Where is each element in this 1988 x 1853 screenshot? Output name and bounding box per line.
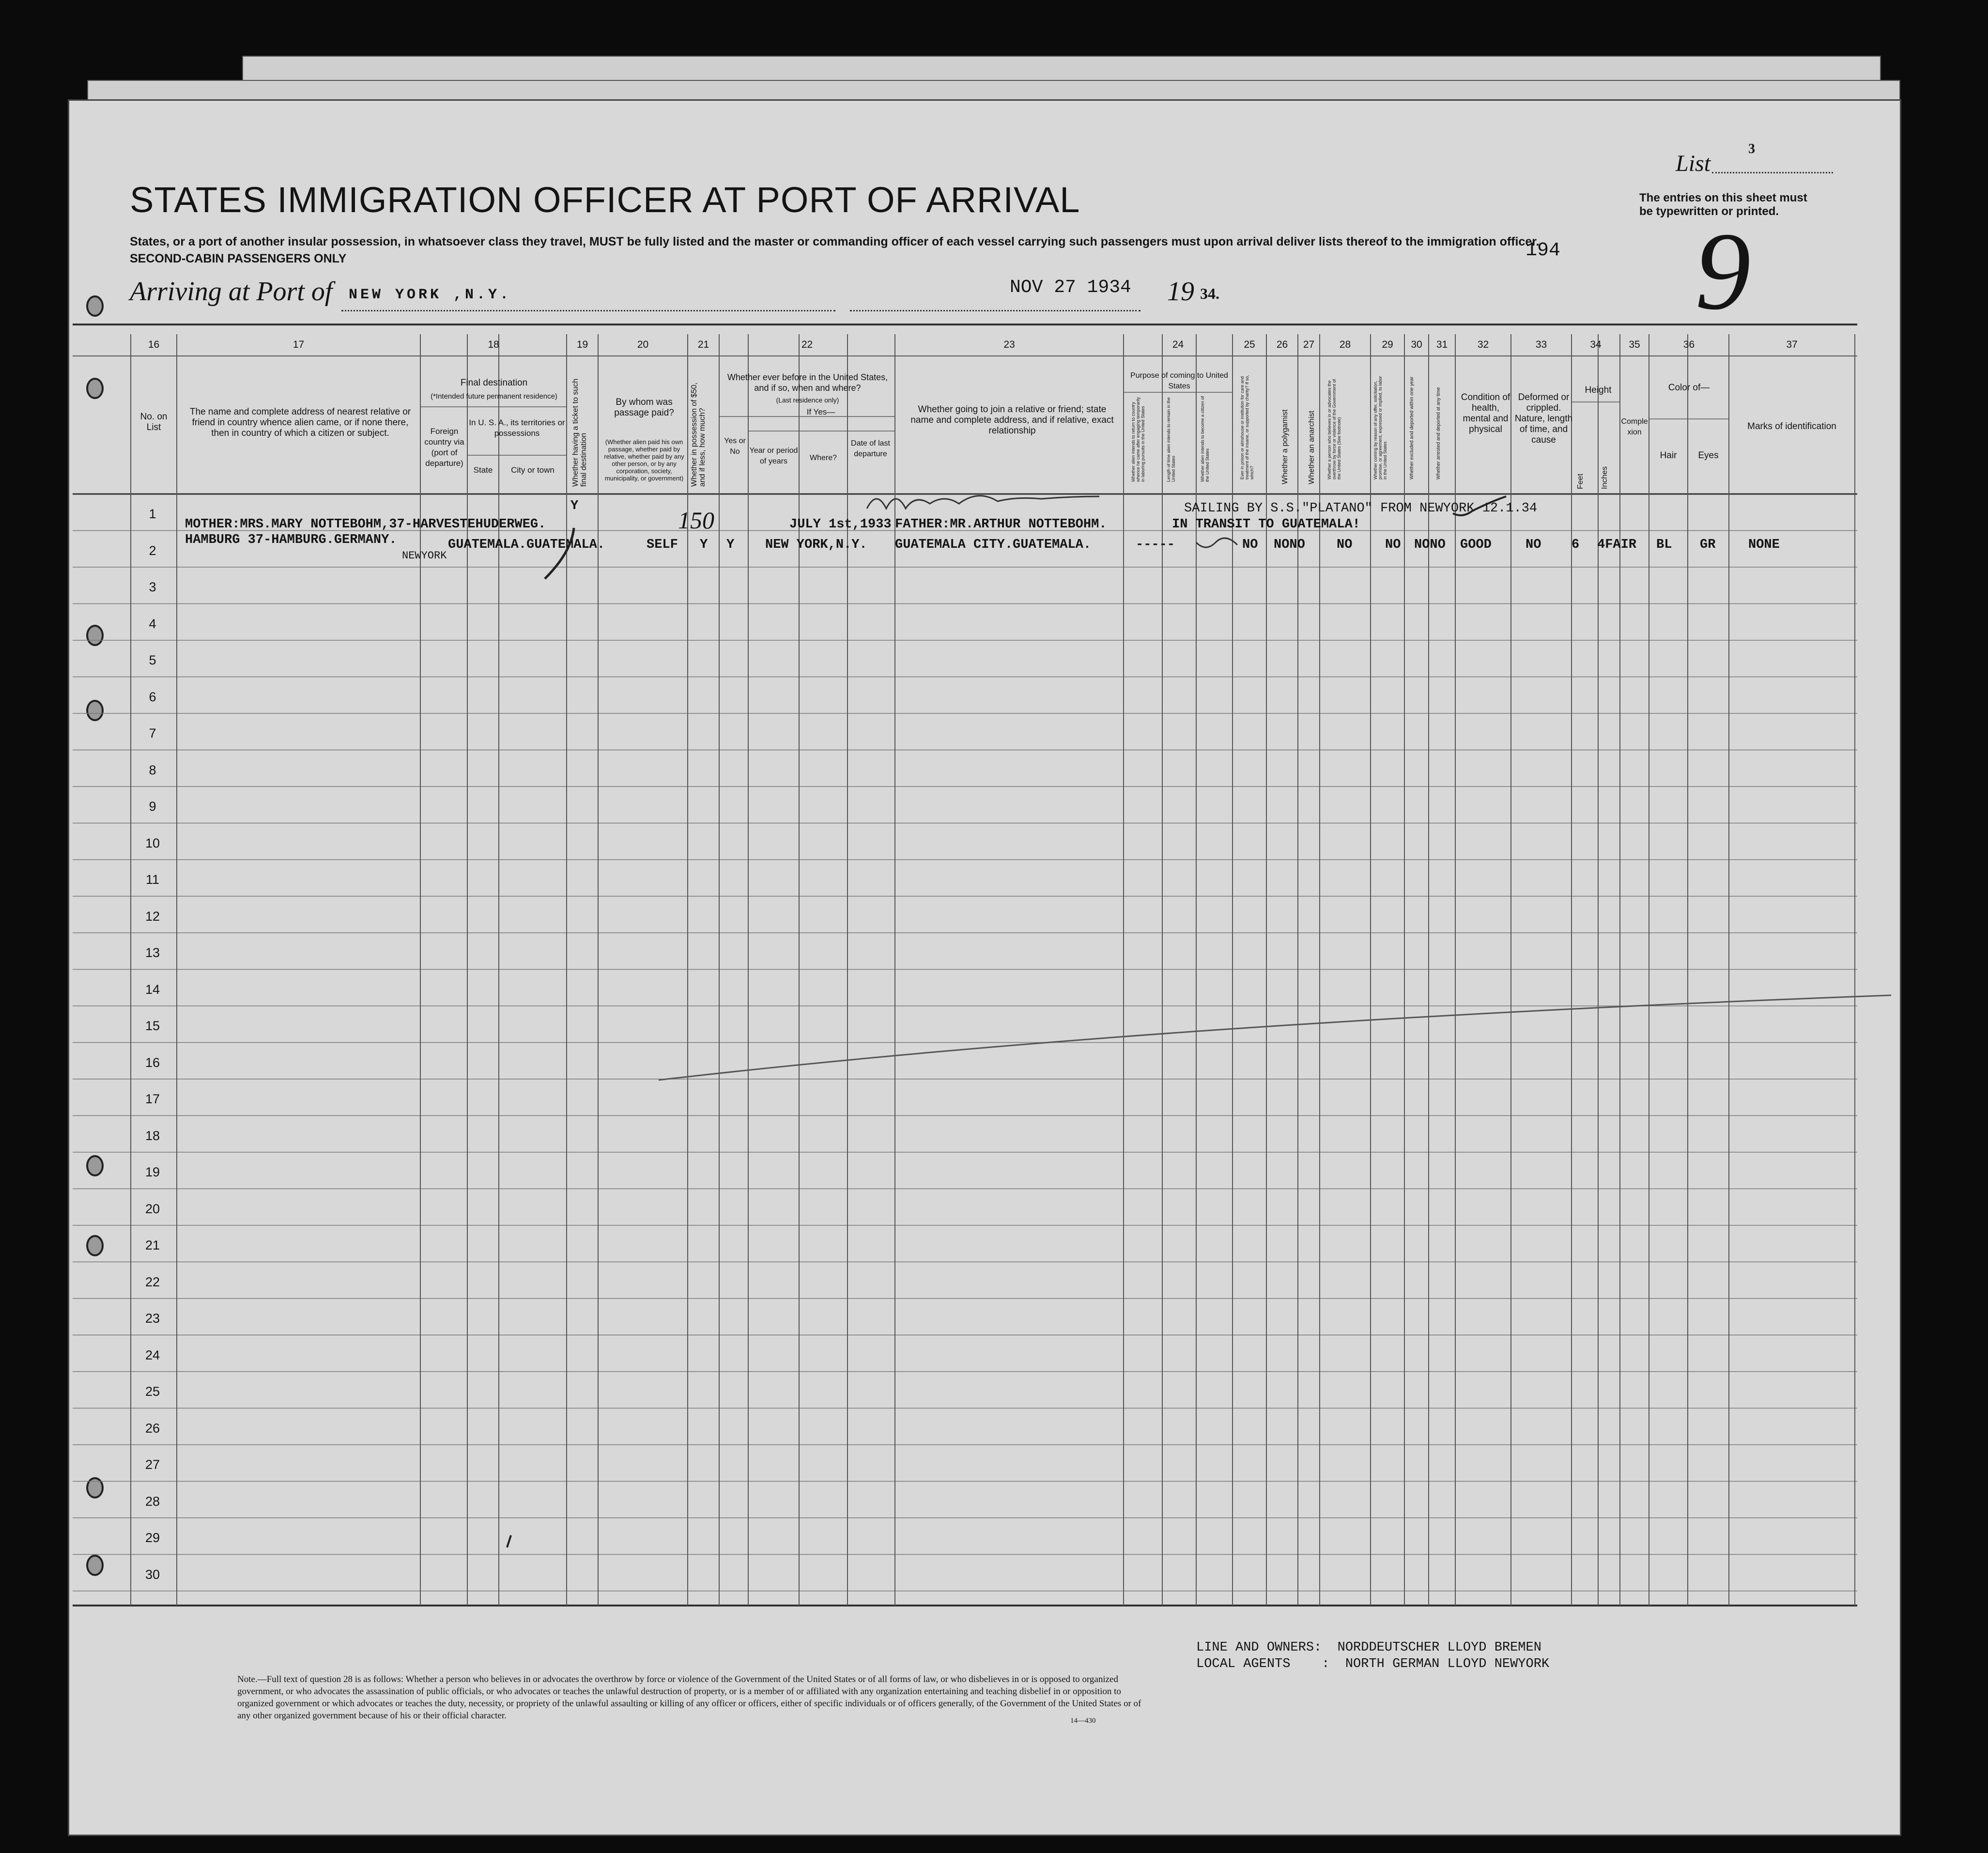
row-number: 9 — [149, 799, 156, 814]
row-number: 17 — [145, 1092, 160, 1107]
header-c37: Marks of identification — [1747, 421, 1836, 432]
money-amount: 150 — [678, 507, 714, 534]
list-label: List — [1676, 151, 1711, 176]
checkmark-right — [1453, 496, 1506, 515]
join-relative-line1: FATHER:MR.ARTHUR NOTTEBOHM. — [895, 517, 1107, 532]
header-c16: No. on List — [140, 412, 168, 432]
header-c36-hair: Hair — [1660, 450, 1677, 461]
c24-value: ----- — [1136, 538, 1175, 552]
row-number: 10 — [145, 835, 160, 850]
row-number: 21 — [145, 1238, 160, 1253]
header-c21: Whether in possession of $50, and if less, how much? — [690, 382, 707, 487]
c26-27-values: NONO — [1274, 538, 1305, 552]
row-number: 18 — [145, 1128, 160, 1143]
header-c22-yesno: Yes or No — [724, 437, 746, 456]
header-c33: Deformed or crippled. Nature, length of time, and cause — [1514, 392, 1573, 445]
header-c18: Final destination — [460, 378, 528, 388]
header-c24-c: Whether alien intends to become a citizen of the United States — [1200, 396, 1210, 482]
mid-page-stroke — [659, 995, 1891, 1080]
row-number: 25 — [145, 1384, 160, 1399]
header-c22-ifyes: If Yes— — [806, 407, 835, 417]
port-value: NEW YORK ,N.Y. — [349, 287, 512, 303]
header-c23: Whether going to join a relative or friend; state name and complete address, and if relative, exact relationship — [910, 404, 1114, 436]
column-number: 16 — [148, 339, 160, 350]
header-c27: Whether an anarchist — [1308, 410, 1316, 484]
header-c22-where: Where? — [809, 454, 837, 462]
column-number: 29 — [1382, 339, 1393, 350]
year-prefix: 19 — [1167, 277, 1194, 307]
row-number: 5 — [149, 653, 156, 668]
column-number: 19 — [576, 339, 588, 350]
row-number: 2 — [149, 543, 156, 558]
column-number: 22 — [801, 339, 813, 350]
row-number: 30 — [145, 1567, 160, 1582]
column-number: 35 — [1629, 339, 1640, 350]
header-c18-sub: (*Intended future permanent residence) — [431, 392, 557, 401]
column-number: 24 — [1172, 339, 1184, 350]
column-number: 33 — [1535, 339, 1547, 350]
header-c34-inches: Inches — [1601, 466, 1609, 489]
column-number: 32 — [1477, 339, 1489, 350]
header-c34-feet: Feet — [1576, 473, 1585, 489]
row-number: 8 — [149, 762, 156, 777]
form-title: STATES IMMIGRATION OFFICER AT PORT OF ARRIVAL — [130, 180, 1080, 220]
column-number: 30 — [1411, 339, 1422, 350]
sailing-note: SAILING BY S.S."PLATANO" FROM NEWYORK 12.1.34 — [1184, 501, 1538, 516]
join-relative-line2: GUATEMALA CITY.GUATEMALA. — [895, 538, 1092, 552]
line-and-owners: LINE AND OWNERS: NORDDEUTSCHER LLOYD BREMEN — [1196, 1640, 1541, 1655]
header-c24-a: Whether alien intends to return to country whence he came after engaging temporarily in laboring pursuits in the United States — [1131, 397, 1145, 482]
form-number: 14—430 — [1070, 1717, 1096, 1725]
height-feet: 6 — [1572, 538, 1580, 552]
row-number: 26 — [145, 1421, 160, 1436]
header-c18-state: State — [473, 465, 493, 475]
header-c35: Complexion — [1621, 417, 1648, 436]
entries-note: The entries on this sheet must be typewritten or printed. — [1639, 191, 1807, 218]
column-number: 36 — [1683, 339, 1695, 350]
list-number: 3 — [1748, 141, 1755, 156]
header-c22-sub: (Last residence only) — [776, 396, 839, 404]
row-number: 29 — [145, 1530, 160, 1545]
header-c26: Whether a polygamist — [1281, 409, 1289, 484]
column-number: 28 — [1339, 339, 1351, 350]
header-c17: The name and complete address of nearest relative or friend in country whence alien came, or if none there, then in country of which a citizen or subject. — [189, 407, 411, 438]
header-c18-foreign: Foreign country via (port of departure) — [424, 427, 464, 468]
handwritten-sheet-number: 9 — [1695, 209, 1751, 333]
column-number: 37 — [1786, 339, 1798, 350]
previous-where: NEW YORK,N.Y. — [765, 538, 867, 552]
row-number: 13 — [145, 945, 160, 960]
column-number: 21 — [697, 339, 709, 350]
header-c22-year: Year or period of years — [749, 447, 798, 465]
previous-year: JULY 1st,1933 — [789, 517, 892, 532]
height-inches-complexion: 4FAIR — [1597, 538, 1637, 552]
year-stamp: 194 — [1526, 240, 1561, 262]
row-number: 12 — [145, 909, 160, 924]
arrival-date: NOV 27 1934 — [1010, 277, 1131, 298]
column-number: 25 — [1244, 339, 1255, 350]
header-c34: Height — [1585, 385, 1612, 395]
header-c29: Whether coming by reason of any offer, solicitation, promise, or agreement, expressed or implied, to labor in the United States — [1373, 376, 1387, 479]
form-intro: States, or a port of another insular possession, in whatsoever class they travel, MUST be fully listed and the master or commanding officer of each vessel carrying such passengers must upon arrival deliver lists thereof to the immigration officer. — [130, 235, 1540, 248]
deformed: NO — [1526, 538, 1541, 552]
column-number: 23 — [1003, 339, 1015, 350]
row-number: 24 — [145, 1347, 160, 1362]
column-number: 31 — [1436, 339, 1448, 350]
header-c36-eyes: Eyes — [1698, 450, 1719, 461]
header-c30: Whether excluded and deported within one year — [1409, 376, 1415, 479]
purpose-in-transit: IN TRANSIT TO GUATEMALA! — [1172, 517, 1360, 532]
small-stroke — [507, 1535, 511, 1547]
header-c20: By whom was passage paid? — [614, 397, 674, 418]
destination: GUATEMALA.GUATEMALA. — [448, 538, 605, 552]
c30-31-values: NONO — [1414, 538, 1446, 552]
arriving-label: Arriving at Port of — [130, 277, 333, 307]
row-number: 7 — [149, 726, 156, 741]
row-number: 4 — [149, 616, 156, 631]
row-number: 6 — [149, 689, 156, 704]
cabin-class: SECOND-CABIN PASSENGERS ONLY — [130, 252, 347, 265]
header-c18-usa: In U. S. A., its territories or possessions — [469, 418, 565, 438]
passage-paid-by: SELF — [647, 538, 678, 552]
header-c22: Whether ever before in the United States, and if so, when and where? — [727, 372, 888, 393]
footnote-question-28: Note.—Full text of question 28 is as follows: Whether a person who believes in or advocates the overthrow by force or violence of the Government of the United States or of all forms of law, or who disbelieves in or is opposed to organized government, or who advocates the assassination of public officials, or who advocates or teaches the unlawful destruction of property, or is a member of or affiliated with any organization entertaining and teaching disbelief in or opposition to organized government or which advocates or teaches the duty, necessity, or propriety of the unlawful assaulting or killing of any officer or officers, either of specific individuals or of officers generally, of the Government of the United States or of any other organized government because of his or their official character. — [237, 1674, 1141, 1721]
purpose-stroke — [1196, 538, 1237, 547]
row-number: 27 — [145, 1457, 160, 1472]
row-number: 22 — [145, 1274, 160, 1289]
row-number: 1 — [149, 507, 156, 522]
foreign-port: NEWYORK — [402, 550, 447, 562]
row-number: 15 — [145, 1019, 160, 1034]
row-number: 11 — [145, 872, 160, 887]
header-c31: Whether arrested and deported at any time — [1436, 387, 1441, 479]
year-suffix: 34. — [1200, 285, 1219, 302]
row-number: 16 — [145, 1055, 160, 1070]
marks-of-identification: NONE — [1748, 538, 1780, 552]
hair-color: BL — [1656, 538, 1672, 552]
column-number: 17 — [293, 339, 305, 350]
column-number: 20 — [637, 339, 649, 350]
row-number: 28 — [145, 1494, 160, 1509]
row-number: 3 — [149, 580, 156, 595]
row-number: 14 — [145, 982, 160, 997]
c29-value: NO — [1385, 538, 1401, 552]
row-number: 19 — [145, 1165, 160, 1180]
header-c18-city: City or town — [511, 465, 555, 475]
header-c24: Purpose of coming to United States — [1130, 371, 1228, 390]
ticket-mark: Y — [570, 499, 579, 513]
column-number: 27 — [1303, 339, 1315, 350]
row-number: 20 — [145, 1201, 160, 1216]
relative-address-line2: HAMBURG 37-HAMBURG.GERMANY. — [185, 533, 397, 547]
header-c32: Condition of health, mental and physical — [1461, 392, 1510, 434]
possession-mark: Y — [700, 538, 708, 552]
eye-color: GR — [1700, 538, 1716, 552]
header-c22-date: Date of last departure — [851, 439, 890, 458]
header-c19: Whether having a ticket to such final destination — [571, 378, 588, 487]
signature-scribble — [867, 496, 1099, 509]
local-agents: LOCAL AGENTS : NORTH GERMAN LLOYD NEWYORK — [1196, 1657, 1550, 1671]
c28-value: NO — [1337, 538, 1353, 552]
column-number: 26 — [1276, 339, 1288, 350]
health-condition: GOOD — [1460, 538, 1492, 552]
column-number: 18 — [488, 339, 499, 350]
ever-before-yes-no: Y — [726, 538, 735, 552]
header-c20-sub: (Whether alien paid his own passage, whether paid by relative, whether paid by any other person, or by any corporation, society, municipality, or government) — [604, 438, 684, 482]
header-c24-b: Length of time alien intends to remain in the United States — [1166, 397, 1176, 482]
relative-address-line1: MOTHER:MRS.MARY NOTTEBOHM,37-HARVESTEHUDERWEG. — [185, 517, 546, 532]
header-c28: Whether a person who believes in or advocates the overthrow by force or violence of the Government of the United States (See footnote) — [1327, 379, 1341, 479]
row-number: 23 — [145, 1311, 160, 1326]
column-number: 34 — [1590, 339, 1602, 350]
header-c25: Ever in prison or almshouse or institution for care and treatment of the insane, or supported by charity? If so, which? — [1240, 375, 1254, 479]
header-c36: Color of— — [1668, 383, 1710, 393]
checkmark-stroke — [545, 528, 574, 579]
c25-value: NO — [1242, 538, 1258, 552]
